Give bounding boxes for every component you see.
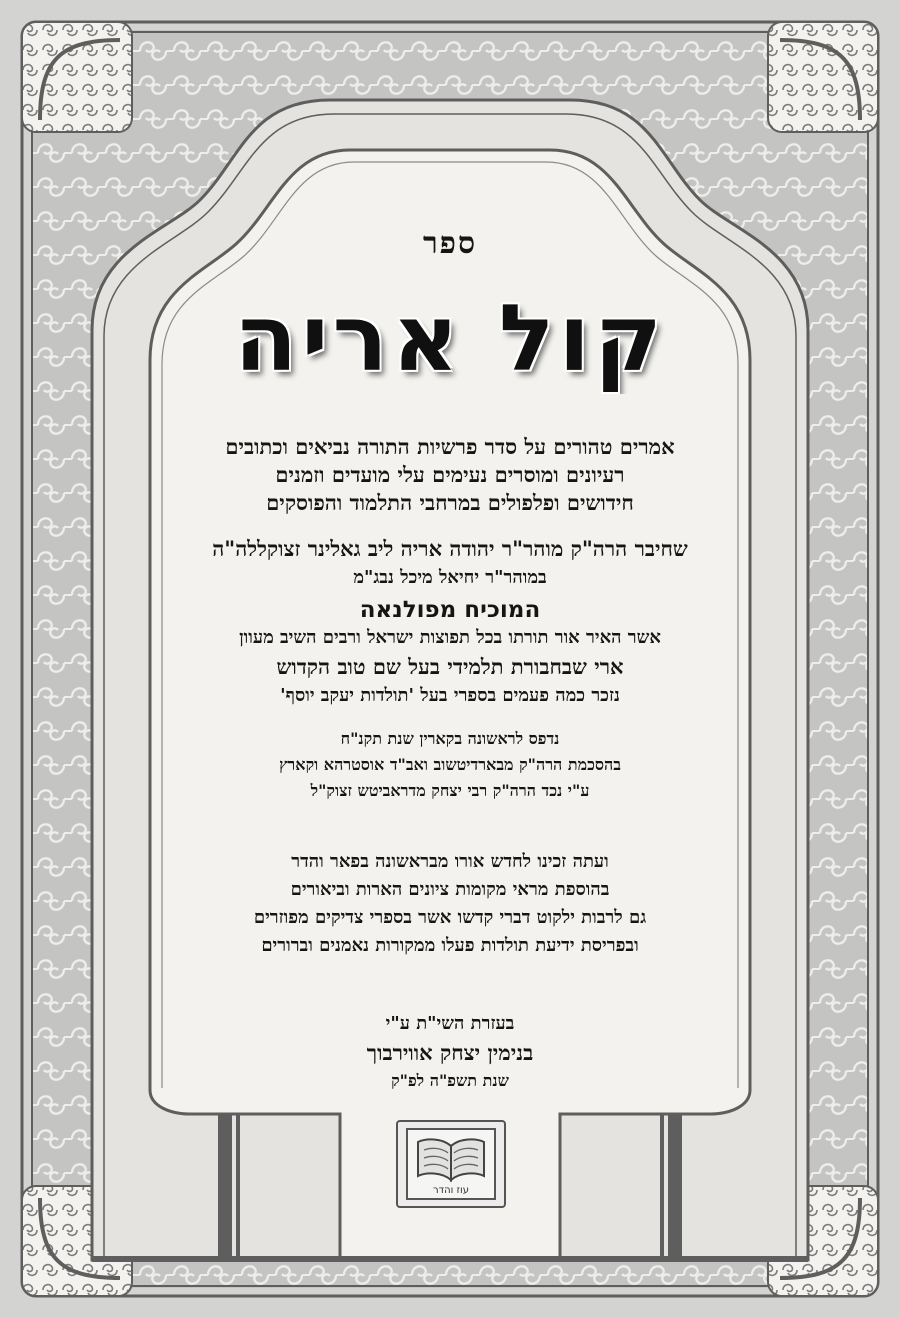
new-edition-line-2: בהוספת מראי מקומות ציונים הארות וביאורים: [290, 879, 610, 900]
footer-line-2: בנימין יצחק אווירבוך: [366, 1040, 534, 1065]
publisher-logo: [396, 1120, 506, 1208]
description-line-1: אמרים טהורים על סדר פרשיות התורה נביאים וכתובים: [225, 434, 675, 459]
printing-line-2: בהסכמת הרה"ק מבארדיטשוב ואב"ד אוסטרהא וקארץ: [279, 755, 621, 774]
new-edition-line-4: ובפריסת ידיעת תולדות פעלו ממקורות נאמנים וברורים: [261, 935, 639, 956]
logo-inner-frame: [406, 1128, 496, 1200]
printing-line-3: ע"י נכד הרה"ק רבי יצחק מדראביטש זצוק"ל: [310, 781, 590, 800]
open-book-icon: [408, 1132, 494, 1188]
sefer-label: ספר: [422, 226, 478, 261]
footer-line-3: שנת תשפ"ה לפ"ק: [391, 1071, 509, 1090]
footer-line-1: בעזרת השי"ת ע"י: [385, 1013, 515, 1034]
new-edition-line-1: ועתה זכינו לחדש אורו מבראשונה בפאר והדר: [291, 851, 609, 872]
description-line-3: חידושים ופלפולים במרחבי התלמוד והפוסקים: [266, 490, 634, 515]
printing-line-1: נדפס לראשונה בקארין שנת תקנ"ח: [340, 729, 560, 748]
author-line-1: שחיבר הרה"ק מוהר"ר יהודה אריה ליב גאלינר זצוקללה"ה: [212, 536, 688, 561]
author-line-5: ארי שבחבורת תלמידי בעל שם טוב הקדוש: [276, 654, 624, 679]
corner-ornament-tr: [768, 22, 878, 132]
author-line-6: נזכר כמה פעמים בספרי בעל 'תולדות יעקב יוסף': [280, 685, 620, 706]
book-title: קול אריה: [234, 285, 666, 392]
logo-caption: עוז והדר: [433, 1185, 469, 1196]
description-line-2: רעיונים ומוסרים נעימים עלי מועדים וזמנים: [275, 462, 625, 487]
author-line-3: המוכיח מפולנאה: [359, 597, 541, 623]
new-edition-line-3: גם לרבות ילקוט דברי קדשו אשר בספרי צדיקים מפוזרים: [253, 907, 647, 928]
author-line-2: במוהר"ר יחיאל מיכל נבג"מ: [353, 567, 547, 588]
corner-ornament-tl: [22, 22, 132, 132]
author-line-4: אשר האיר אור תורתו בכל תפוצות ישראל ורבים השיב מעוון: [239, 627, 661, 648]
